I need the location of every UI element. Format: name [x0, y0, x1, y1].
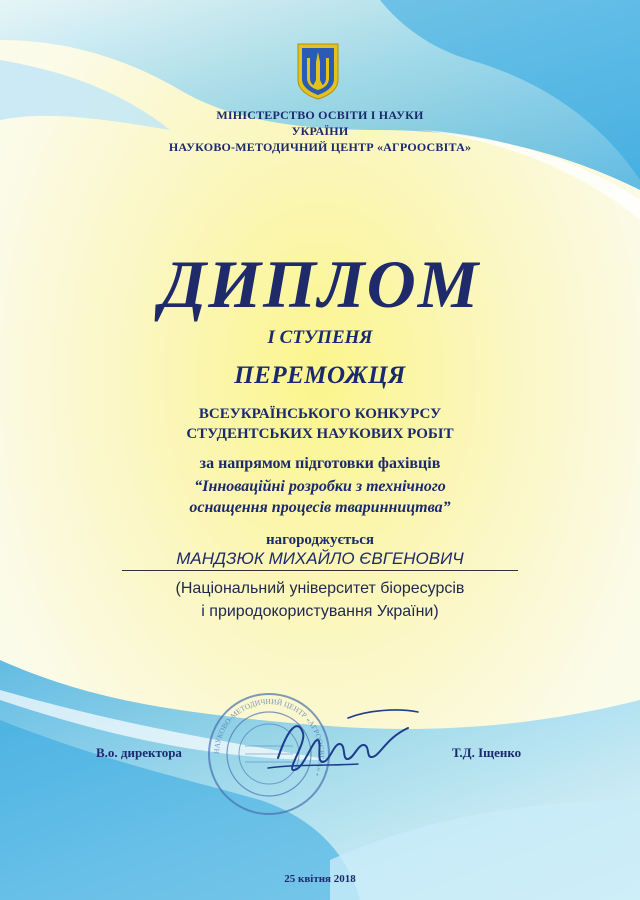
- institution-line-2: і природокористування України): [201, 603, 439, 620]
- institution-line-1: (Національний університет біоресурсів: [175, 580, 465, 597]
- signatory-name: Т.Д. Іщенко: [452, 745, 522, 760]
- center-name: НАУКОВО-МЕТОДИЧНИЙ ЦЕНТР «АГРООСВІТА»: [168, 140, 472, 154]
- diploma-degree: І СТУПЕНЯ: [267, 327, 373, 348]
- topic-line-1: “Інноваційні розробки з технічного: [194, 478, 446, 495]
- recipient-name: МАНДЗЮК МИХАЙЛО ЄВГЕНОВИЧ: [122, 549, 518, 571]
- contest-line-1: ВСЕУКРАЇНСЬКОГО КОНКУРСУ: [198, 406, 442, 422]
- awarded-text: нагороджується: [265, 532, 374, 548]
- topic-line-2: оснащення процесів тваринництва”: [189, 499, 451, 516]
- coat-of-arms-icon: [296, 42, 340, 100]
- diploma-title: ДИПЛОМ: [159, 246, 481, 322]
- ministry-name: МІНІСТЕРСТВО ОСВІТИ І НАУКИ: [216, 108, 424, 122]
- direction-text: за напрямом підготовки фахівців: [199, 455, 441, 472]
- issue-date: 25 квітня 2018: [284, 873, 356, 885]
- handwritten-signature: [258, 698, 428, 788]
- seal-text: НАУКОВО-МЕТОДИЧНИЙ ЦЕНТР «АГРООСВІТА» •: [211, 696, 327, 778]
- winner-heading: ПЕРЕМОЖЦЯ: [234, 362, 406, 389]
- country-name: УКРАЇНИ: [291, 124, 349, 138]
- signatory-role: В.о. директора: [96, 745, 182, 760]
- contest-line-2: СТУДЕНТСЬКИХ НАУКОВИХ РОБІТ: [186, 426, 454, 442]
